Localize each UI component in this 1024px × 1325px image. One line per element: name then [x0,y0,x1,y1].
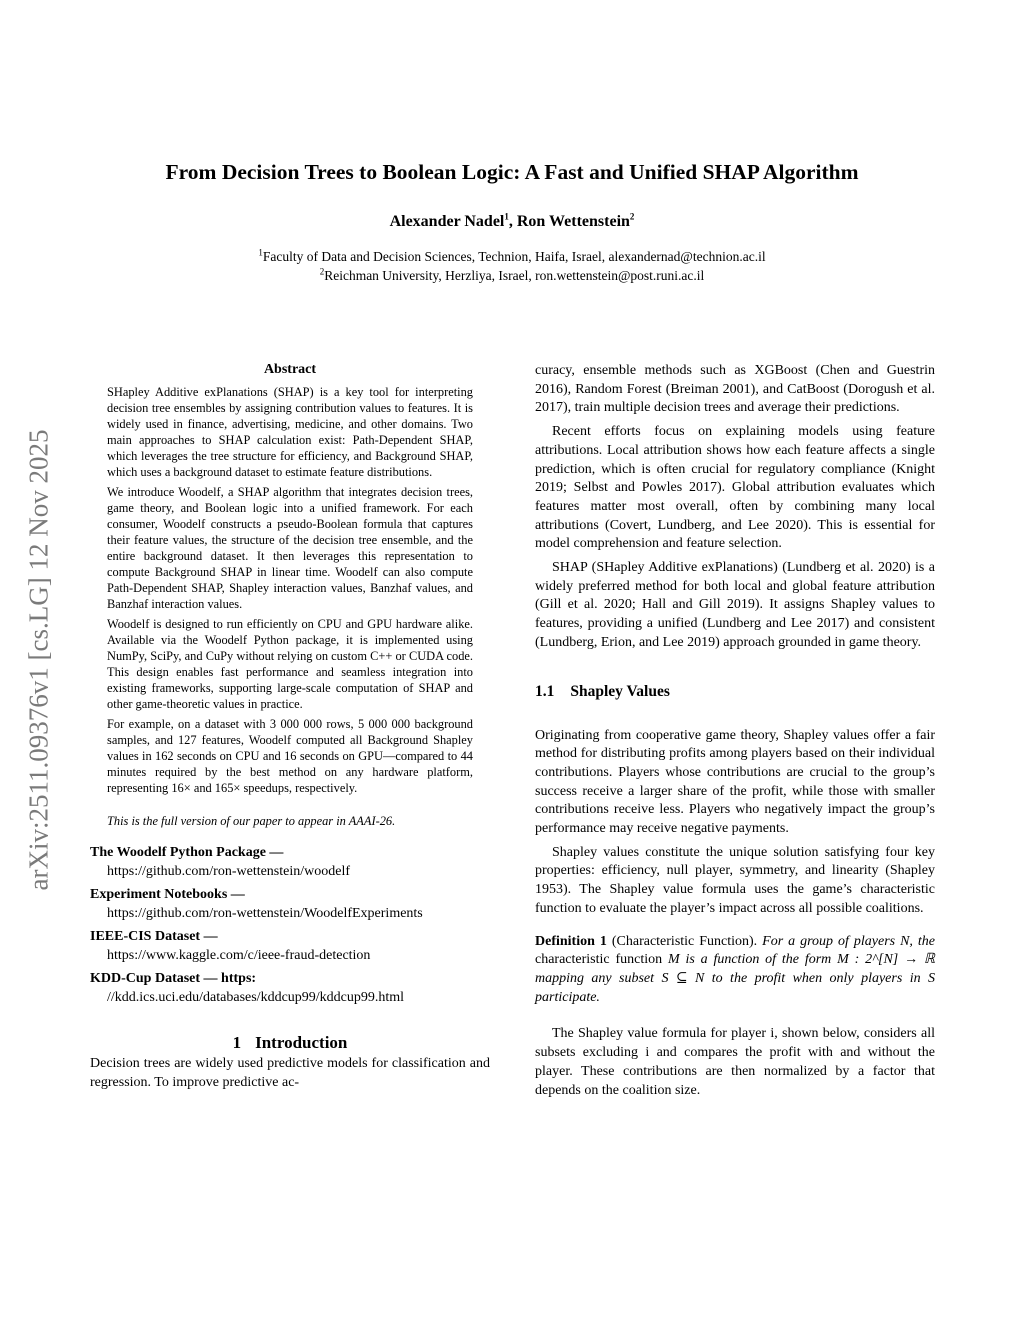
definition-name: (Characteristic Function). [611,933,758,949]
abstract-heading: Abstract [263,362,317,377]
abstract [107,362,473,829]
affiliation-1-sup: 1 [258,247,263,258]
intro-paragraph-3: SHAP (SHapley Additive exPlanations) (Lundberg et al. 2020) is a widely preferred method for both local and global feature attribution (Gill et al. 2020; Hall and Gill 2019). It assigns Shapley values to features, providing a unified (Lundberg and Lee 2017) and consistent (Lundberg, Erion, and Lee 2019) approach grounded in game theory. [535,560,935,650]
affiliation-1 [0,247,1024,266]
subsection-number: 1.1 [535,682,555,700]
resource-item [90,885,490,923]
section-heading-introduction [90,1033,490,1053]
shapley-paragraph-2: Shapley values constitute the unique solution satisfying four key properties: efficiency, null player, symmetry, and linearity (Shapley 1953). The Shapley value formula uses the game’s characteristic function to evaluate the player’s impact across all possible coalitions. [535,844,935,916]
resource-label: IEEE-CIS Dataset — [90,929,218,944]
definition-term: characteristic function [535,952,663,968]
resource-link[interactable]: https://github.com/ron-wettenstein/WoodelfExperiments [107,906,423,921]
shapley-paragraph-1: Originating from cooperative game theory, Shapley values offer a fair method for distributing profits among players based on their individual contributions. Players whose contributions are crucial to the group’s success receive a larger share of the profit, while those with smaller contributions receive less. Players who negatively impact the group’s performance may receive negative payments. [535,727,935,837]
resource-link[interactable]: //kdd.ics.uci.edu/databases/kddcup99/kddcup99.html [107,990,405,1005]
abstract-paragraph-3: Woodelf is designed to run efficiently on CPU and GPU hardware alike. Available via the Woodelf Python package, it is implemented using NumPy, SciPy, and CuPy without relying on custom C++ or CUDA code. This design enables fast performance and seamless integration into existing frameworks, supporting large-scale computation of SHAP and other game-theoretic values in practice. [107,617,473,711]
author-separator: , [508,213,517,230]
definition-label: Definition 1 [535,933,607,949]
intro-paragraph-2: Recent efforts focus on explaining models using feature attributions. Local attribution shows how each feature affects a single prediction, which is often crucial for regulatory compliance (Knight 2019; Selbst and Powles 2017). Global attribution evaluates which features matter most overall, often by combining many local attributions (Covert, Lundberg, and Lee 2020). This is essential for model comprehension and feature selection. [535,424,935,552]
abstract-paragraph-4: For example, on a dataset with 3 000 000 rows, 5 000 000 background samples, and 127 features, Woodelf computed all Background Shapley values in 162 seconds on CPU and 16 seconds on GPU—compared to 44 minutes required by the best method on any hardware platform, representing 16× and 165× speedups, respectively. [107,717,473,795]
arxiv-watermark: arXiv:2511.09376v1 [cs.LG] 12 Nov 2025 [23,429,54,891]
author-1-sup: 1 [504,211,509,222]
section-number: 1 [232,1033,242,1052]
resource-item [90,927,490,965]
section-title: Introduction [255,1033,348,1052]
resource-label: KDD-Cup Dataset — https: [90,971,257,986]
affiliations [0,247,1024,285]
affiliation-2 [0,266,1024,285]
right-column [535,362,935,1100]
subsection-heading-shapley-values [535,683,935,701]
resource-label: Experiment Notebooks — [90,887,245,902]
resource-link[interactable]: https://www.kaggle.com/c/ieee-fraud-detection [107,948,371,963]
abstract-paragraph-1: SHapley Additive exPlanations (SHAP) is a key tool for interpreting decision tree ensembles by assigning contribution values to features. It is widely used in finance, advertising, medicine, and other domains. Two main approaches to SHAP calculation exist: Path-Dependent SHAP, which leverages the tree structure for efficiency, and Background SHAP, which uses a background dataset to estimate feature distributions. [107,385,473,479]
affiliation-2-sup: 2 [319,266,325,277]
shapley-paragraph-3: The Shapley value formula for player i, shown below, considers all subsets excluding i and compares the profit with and without the player. These contributions are then normalized by a factor that depends on the coalition size. [535,1026,935,1098]
resource-list [90,843,490,1007]
subsection-title: Shapley Values [570,682,670,700]
resource-link[interactable]: https://github.com/ron-wettenstein/woodelf [107,864,351,879]
author-line [0,213,1024,231]
paper-title: From Decision Trees to Boolean Logic: A Fast and Unified SHAP Algorithm [165,160,859,184]
definition-1 [535,933,935,1008]
resource-item [90,969,490,1007]
author-2-name: Ron Wettenstein [516,213,630,230]
affiliation-2-text: Reichman University, Herzliya, Israel, ron.wettenstein@post.runi.ac.il [324,268,705,283]
left-column [90,362,490,1092]
abstract-note: This is the full version of our paper to appear in AAAI-26. [107,814,396,828]
resource-item [90,843,490,881]
author-1-name: Alexander Nadel [389,213,505,230]
intro-paragraph-1-end: curacy, ensemble methods such as XGBoost (Chen and Guestrin 2016), Random Forest (Breiman 2001), and CatBoost (Dorogush et al. 2017), train multiple decision trees and average their predictions. [535,363,935,416]
intro-paragraph-1-start: Decision trees are widely used predictive models for classification and regression. To improve predictive ac- [90,1056,490,1090]
author-2-sup: 2 [629,211,635,222]
resource-label: The Woodelf Python Package — [90,845,284,860]
definition-text-a: For a group of players N, the [762,933,936,949]
definition-text-c: M is a function of the form M : 2^[N] → ℝ mapping any subset S ⊆ N to the profit when only players in S participate. [535,952,935,1005]
affiliation-1-text: Faculty of Data and Decision Sciences, Technion, Haifa, Israel, alexandernad@technion.ac.il [262,249,766,264]
abstract-paragraph-2: We introduce Woodelf, a SHAP algorithm that integrates decision trees, game theory, and Boolean logic into a unified framework. For each consumer, Woodelf constructs a pseudo-Boolean formula that captures their feature values, the structure of the decision tree ensemble, and the entire background dataset. It then leverages this representation to compute Background SHAP in linear time. Woodelf can also compute Path-Dependent SHAP, Shapley interaction values, Banzhaf values, and Banzhaf interaction values. [107,485,473,611]
